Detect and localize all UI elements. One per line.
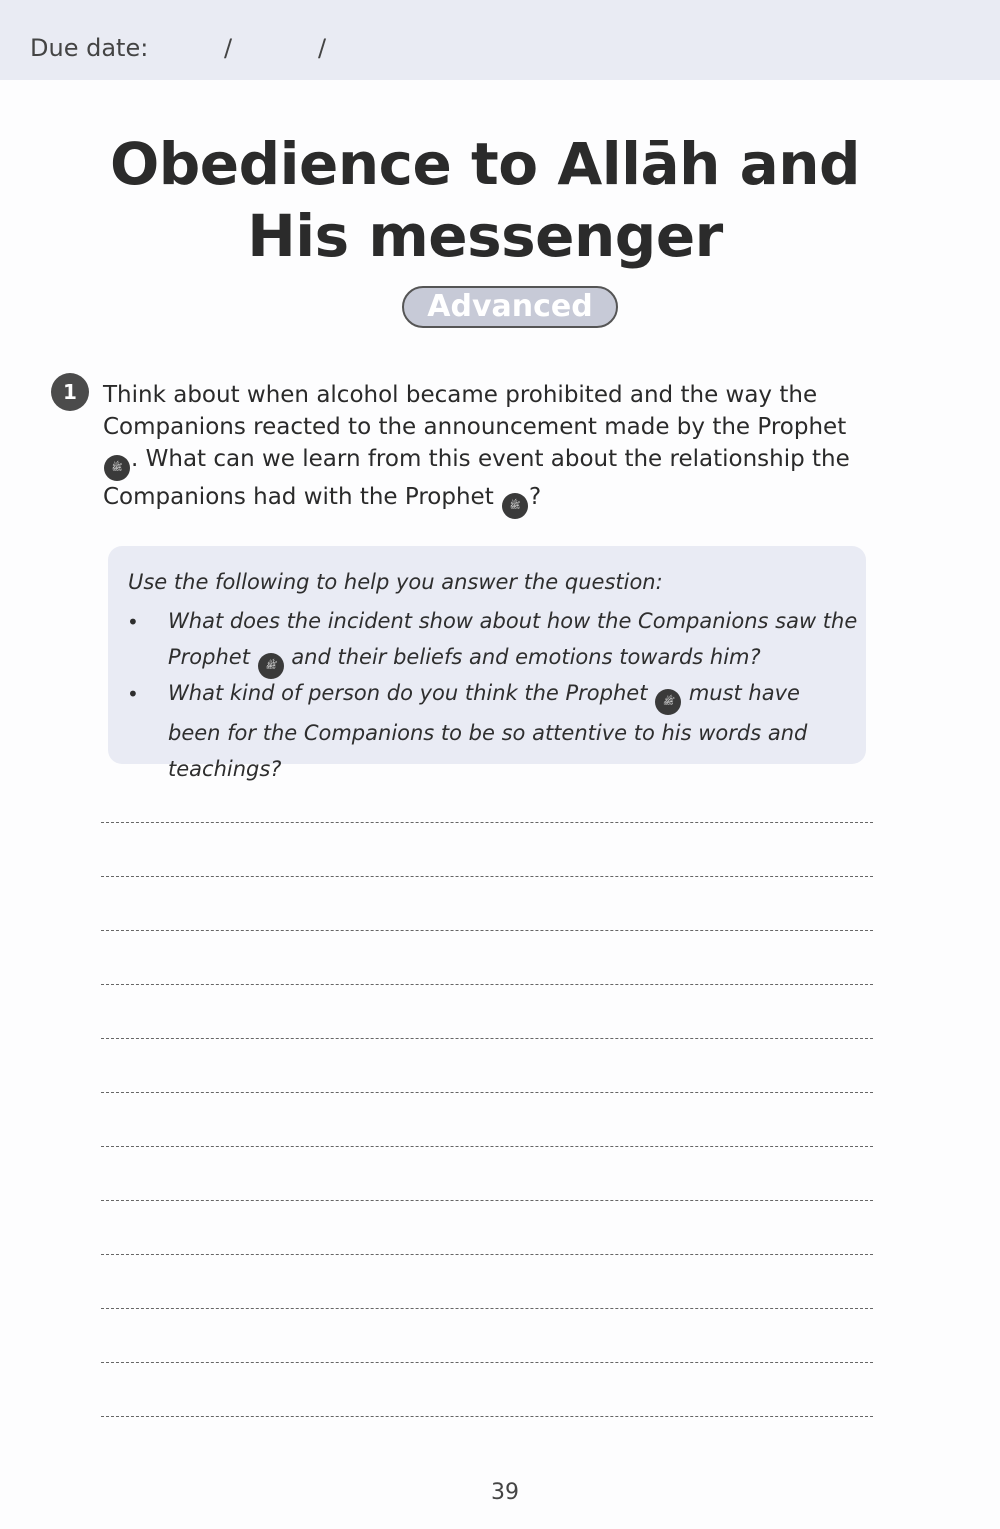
- bullet-icon: •: [127, 610, 139, 634]
- hint-item-2: [168, 675, 858, 787]
- answer-line[interactable]: [101, 1092, 873, 1093]
- question-number: 1: [51, 373, 89, 411]
- pbuh-icon: ﷺ: [502, 493, 528, 519]
- title-line-1: Obedience to Allāh and: [109, 130, 861, 198]
- due-date-bar: [0, 0, 1000, 80]
- page-number: 39: [491, 1480, 519, 1505]
- hint-intro: Use the following to help you answer the question:: [128, 570, 663, 594]
- page-title: [0, 128, 970, 272]
- question-part-2: . What can we learn from this event about the relationship the Companions had with the Prophet: [103, 446, 850, 510]
- bullet-icon: •: [127, 682, 139, 706]
- hint-item-1-part-b: and their beliefs and emotions towards him?: [284, 645, 761, 669]
- answer-line[interactable]: [101, 984, 873, 985]
- hint-item-2-part-b: must have been for the Companions to be so attentive to his words and teachings?: [168, 681, 808, 781]
- answer-line[interactable]: [101, 1308, 873, 1309]
- pbuh-icon: ﷺ: [258, 653, 284, 679]
- due-date-slash-1: /: [224, 34, 233, 62]
- title-line-2: His messenger: [247, 202, 723, 270]
- answer-line[interactable]: [101, 876, 873, 877]
- hint-item-1: [168, 603, 858, 679]
- answer-line[interactable]: [101, 1146, 873, 1147]
- answer-line[interactable]: [101, 1200, 873, 1201]
- hint-item-2-part-a: What kind of person do you think the Prophet: [168, 681, 648, 705]
- answer-line[interactable]: [101, 822, 873, 823]
- due-date-label: Due date:: [30, 34, 149, 62]
- answer-line[interactable]: [101, 1254, 873, 1255]
- pbuh-icon: ﷺ: [655, 689, 681, 715]
- hint-item-1-part-a: What does the incident show about how the Companions saw the Prophet: [168, 609, 858, 669]
- due-date-slash-2: /: [318, 34, 327, 62]
- answer-line[interactable]: [101, 1362, 873, 1363]
- answer-line[interactable]: [101, 930, 873, 931]
- question-part-1: Think about when alcohol became prohibited and the way the Companions reacted to the announcement made by the Prophet: [103, 382, 847, 440]
- advanced-badge: Advanced: [402, 286, 618, 328]
- answer-line[interactable]: [101, 1416, 873, 1417]
- answer-line[interactable]: [101, 1038, 873, 1039]
- question-text: [103, 379, 873, 519]
- question-part-3: ?: [529, 484, 542, 510]
- pbuh-icon: ﷺ: [104, 455, 130, 481]
